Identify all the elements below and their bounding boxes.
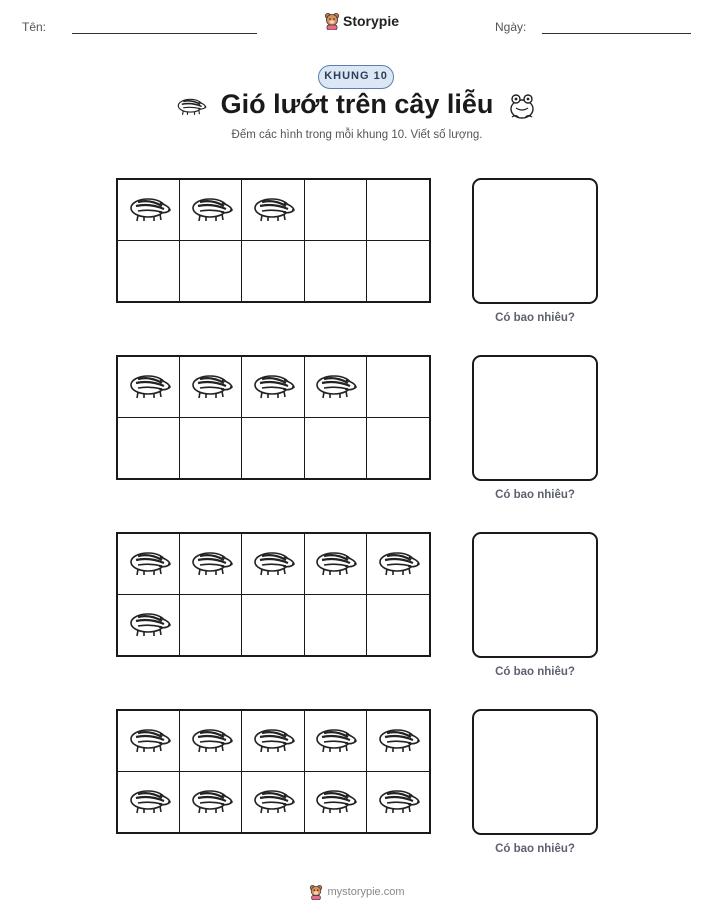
ten-frame-3 [116, 532, 431, 657]
frame-cell [180, 357, 242, 418]
date-line[interactable] [542, 33, 691, 34]
frog-icon [507, 91, 537, 126]
frame-cell [118, 241, 180, 302]
instructions: Đếm các hình trong mỗi khung 10. Viết số lượng. [231, 129, 483, 141]
bear-mascot-icon [324, 12, 340, 30]
frame-cell [180, 180, 242, 241]
frame-cell [367, 772, 429, 833]
frame-cell [367, 180, 429, 241]
name-label: Tên: [22, 20, 47, 34]
frame-cell [367, 418, 429, 479]
frame-cell [242, 772, 304, 833]
frame-cell [118, 595, 180, 656]
badger-icon [126, 721, 172, 760]
bear-mascot-icon [309, 884, 323, 900]
badger-icon [375, 544, 421, 583]
badger-icon [250, 544, 296, 583]
frame-cell [242, 180, 304, 241]
ten-frame-2 [116, 355, 431, 480]
badger-icon [312, 721, 358, 760]
frame-cell [242, 241, 304, 302]
frame-cell [367, 595, 429, 656]
badger-icon [312, 782, 358, 821]
frame-cell [242, 595, 304, 656]
frame-cell [305, 357, 367, 418]
frame-cell [118, 418, 180, 479]
badger-icon [188, 721, 234, 760]
frame-cell [180, 711, 242, 772]
frame-cell [305, 180, 367, 241]
frame-cell [367, 357, 429, 418]
badger-icon [126, 544, 172, 583]
badger-icon [250, 367, 296, 406]
badger-icon [126, 367, 172, 406]
badger-icon [126, 605, 172, 644]
frame-cell [118, 180, 180, 241]
frame-cell [305, 534, 367, 595]
count-question-2: Có bao nhiêu? [495, 489, 575, 501]
frame-cell [180, 534, 242, 595]
badger-icon [188, 544, 234, 583]
date-label: Ngày: [495, 20, 527, 34]
badger-icon [312, 367, 358, 406]
frame-cell [242, 534, 304, 595]
frame-cell [305, 772, 367, 833]
frame-cell [242, 711, 304, 772]
count-question-1: Có bao nhiêu? [495, 312, 575, 324]
footer [0, 884, 714, 900]
badger-icon [126, 782, 172, 821]
answer-box-4[interactable] [472, 709, 598, 835]
frame-cell [305, 241, 367, 302]
frame-cell [305, 711, 367, 772]
count-question-4: Có bao nhiêu? [495, 843, 575, 855]
frame-cell [180, 241, 242, 302]
badger-icon [312, 544, 358, 583]
frame-cell [118, 711, 180, 772]
frame-cell [242, 418, 304, 479]
frame-cell [180, 595, 242, 656]
badger-icon [250, 721, 296, 760]
frame-cell [180, 772, 242, 833]
page-title: Gió lướt trên cây liễu [220, 89, 494, 119]
frame-cell [118, 534, 180, 595]
brand-name: Storypie [343, 13, 400, 29]
badger-icon [126, 190, 172, 229]
brand-logo [324, 12, 399, 30]
badger-icon [375, 721, 421, 760]
ten-frame-4 [116, 709, 431, 834]
frame-cell [305, 418, 367, 479]
badger-icon [250, 190, 296, 229]
badger-icon [250, 782, 296, 821]
frame-cell [367, 711, 429, 772]
badger-icon [188, 367, 234, 406]
answer-box-3[interactable] [472, 532, 598, 658]
answer-box-1[interactable] [472, 178, 598, 304]
frame-cell [305, 595, 367, 656]
frame-cell [118, 357, 180, 418]
frame-cell [242, 357, 304, 418]
answer-box-2[interactable] [472, 355, 598, 481]
count-question-3: Có bao nhiêu? [495, 666, 575, 678]
ten-frame-1 [116, 178, 431, 303]
frame-cell [118, 772, 180, 833]
badger-icon [188, 190, 234, 229]
footer-url: mystorypie.com [327, 886, 405, 898]
badger-icon [375, 782, 421, 821]
frame-cell [180, 418, 242, 479]
frame-cell [367, 534, 429, 595]
frame-cell [367, 241, 429, 302]
name-line[interactable] [72, 33, 257, 34]
frame-type-badge: KHUNG 10 [318, 65, 394, 89]
badger-icon [188, 782, 234, 821]
